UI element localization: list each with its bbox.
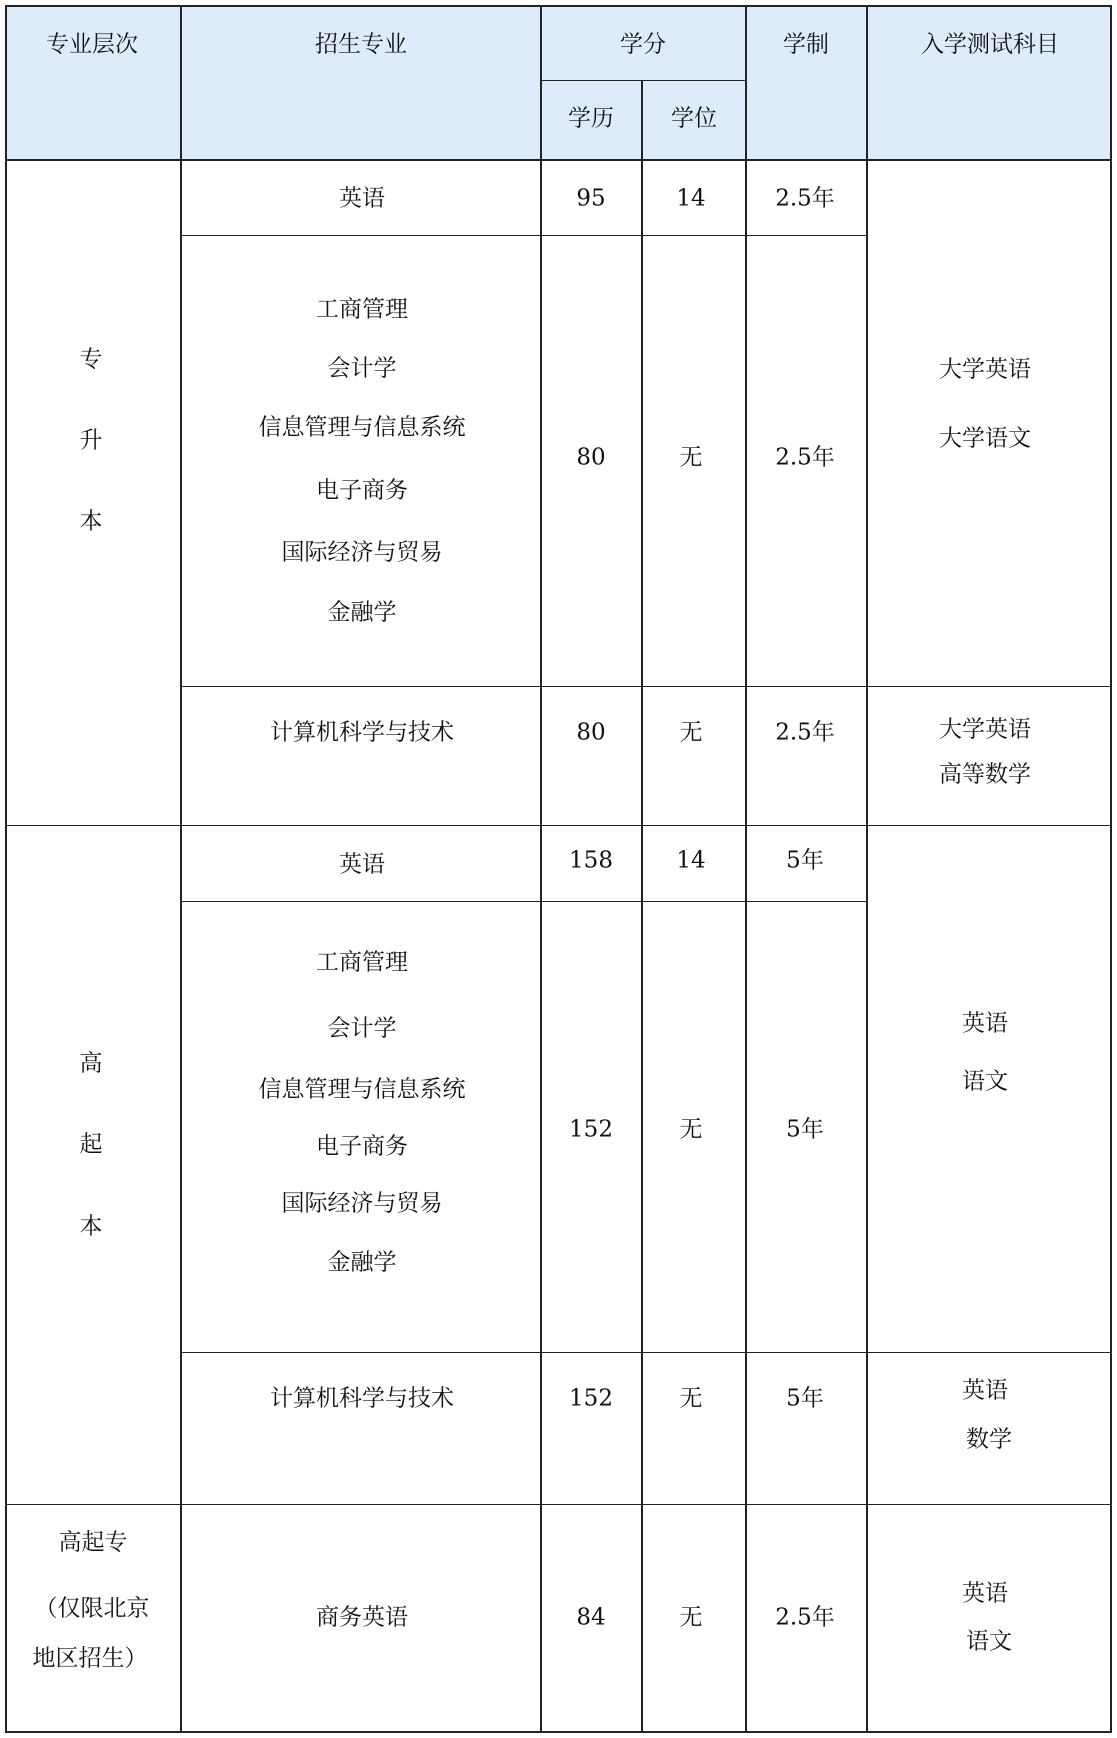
major-cell: 商务英语 — [316, 1604, 408, 1631]
header-credits: 学分 — [620, 31, 666, 58]
diploma-credits: 80 — [576, 719, 606, 746]
header-duration: 学制 — [783, 31, 829, 58]
diploma-credits: 152 — [569, 1116, 613, 1143]
header-cell-credits — [541, 6, 746, 160]
exam-subject: 大学英语 — [939, 716, 1031, 743]
level-char: 起 — [79, 1131, 103, 1158]
major-item: 工商管理 — [316, 296, 408, 323]
major-item: 工商管理 — [316, 949, 408, 976]
major-item: 会计学 — [327, 1015, 397, 1042]
exam-subject: 语文 — [962, 1068, 1008, 1095]
level-line: 高起专 — [58, 1529, 128, 1556]
level-char: 本 — [79, 508, 103, 535]
border-top — [5, 5, 1112, 7]
header-level: 专业层次 — [46, 31, 138, 58]
major-item: 金融学 — [327, 1249, 397, 1276]
exam-subject: 英语 — [962, 1010, 1008, 1037]
degree-credits: 14 — [676, 847, 706, 874]
level-line: （仅限北京 — [34, 1595, 150, 1622]
header-major: 招生专业 — [315, 31, 407, 58]
diploma-credits: 84 — [576, 1604, 606, 1631]
exam-subject: 大学语文 — [939, 425, 1031, 452]
major-cell: 英语 — [339, 851, 385, 878]
diploma-credits: 95 — [576, 185, 606, 212]
major-item: 国际经济与贸易 — [281, 539, 443, 566]
border-left — [5, 5, 7, 1733]
diploma-credits: 80 — [576, 444, 606, 471]
row-divider — [180, 235, 868, 236]
major-item: 信息管理与信息系统 — [258, 1076, 466, 1103]
header-exam: 入学测试科目 — [921, 31, 1059, 58]
major-item: 国际经济与贸易 — [281, 1190, 443, 1217]
major-item: 信息管理与信息系统 — [258, 414, 466, 441]
major-item: 会计学 — [327, 355, 397, 382]
duration-cell: 2.5年 — [775, 444, 835, 471]
row-divider — [5, 825, 1112, 826]
border-right — [1110, 5, 1112, 1733]
col-divider — [180, 5, 182, 1733]
row-divider — [180, 686, 1112, 687]
degree-credits: 无 — [679, 1116, 703, 1143]
major-cell: 计算机科学与技术 — [270, 1385, 454, 1412]
major-item: 电子商务 — [316, 477, 408, 504]
duration-cell: 2.5年 — [775, 185, 835, 212]
header-cell-exam — [867, 6, 1112, 160]
degree-credits: 无 — [679, 444, 703, 471]
row-divider — [540, 80, 747, 81]
level-char: 本 — [79, 1213, 103, 1240]
exam-subject: 高等数学 — [939, 761, 1031, 788]
duration-cell: 5年 — [786, 847, 824, 874]
level-char: 升 — [79, 427, 103, 454]
duration-cell: 5年 — [786, 1385, 824, 1412]
degree-credits: 无 — [679, 719, 703, 746]
diploma-credits: 158 — [569, 847, 613, 874]
col-divider — [641, 80, 643, 1733]
level-line: 地区招生） — [32, 1645, 148, 1672]
diploma-credits: 152 — [569, 1385, 613, 1412]
degree-credits: 无 — [679, 1604, 703, 1631]
header-cell-major — [181, 6, 541, 160]
major-item: 金融学 — [327, 599, 397, 626]
level-char: 高 — [79, 1050, 103, 1077]
row-divider — [180, 1352, 1112, 1353]
row-divider — [5, 159, 1112, 161]
header-credits-degree: 学位 — [671, 105, 717, 132]
row-divider — [5, 1504, 1112, 1505]
exam-subject: 大学英语 — [939, 356, 1031, 383]
col-divider — [745, 5, 747, 1733]
major-item: 电子商务 — [316, 1133, 408, 1160]
col-divider — [866, 5, 868, 1733]
degree-credits: 14 — [676, 185, 706, 212]
degree-credits: 无 — [679, 1385, 703, 1412]
level-char: 专 — [79, 346, 103, 373]
duration-cell: 2.5年 — [775, 719, 835, 746]
exam-subject: 数学 — [966, 1426, 1012, 1453]
border-bottom — [5, 1731, 1112, 1733]
col-divider — [540, 5, 542, 1733]
exam-subject: 英语 — [962, 1377, 1008, 1404]
duration-cell: 2.5年 — [775, 1604, 835, 1631]
duration-cell: 5年 — [786, 1116, 824, 1143]
header-cell-level — [6, 6, 181, 160]
row-divider — [180, 901, 868, 902]
header-cell-duration — [746, 6, 867, 160]
major-cell: 英语 — [339, 185, 385, 212]
exam-subject: 英语 — [962, 1580, 1008, 1607]
header-credits-diploma: 学历 — [568, 105, 614, 132]
major-cell: 计算机科学与技术 — [270, 719, 454, 746]
exam-subject: 语文 — [966, 1628, 1012, 1655]
